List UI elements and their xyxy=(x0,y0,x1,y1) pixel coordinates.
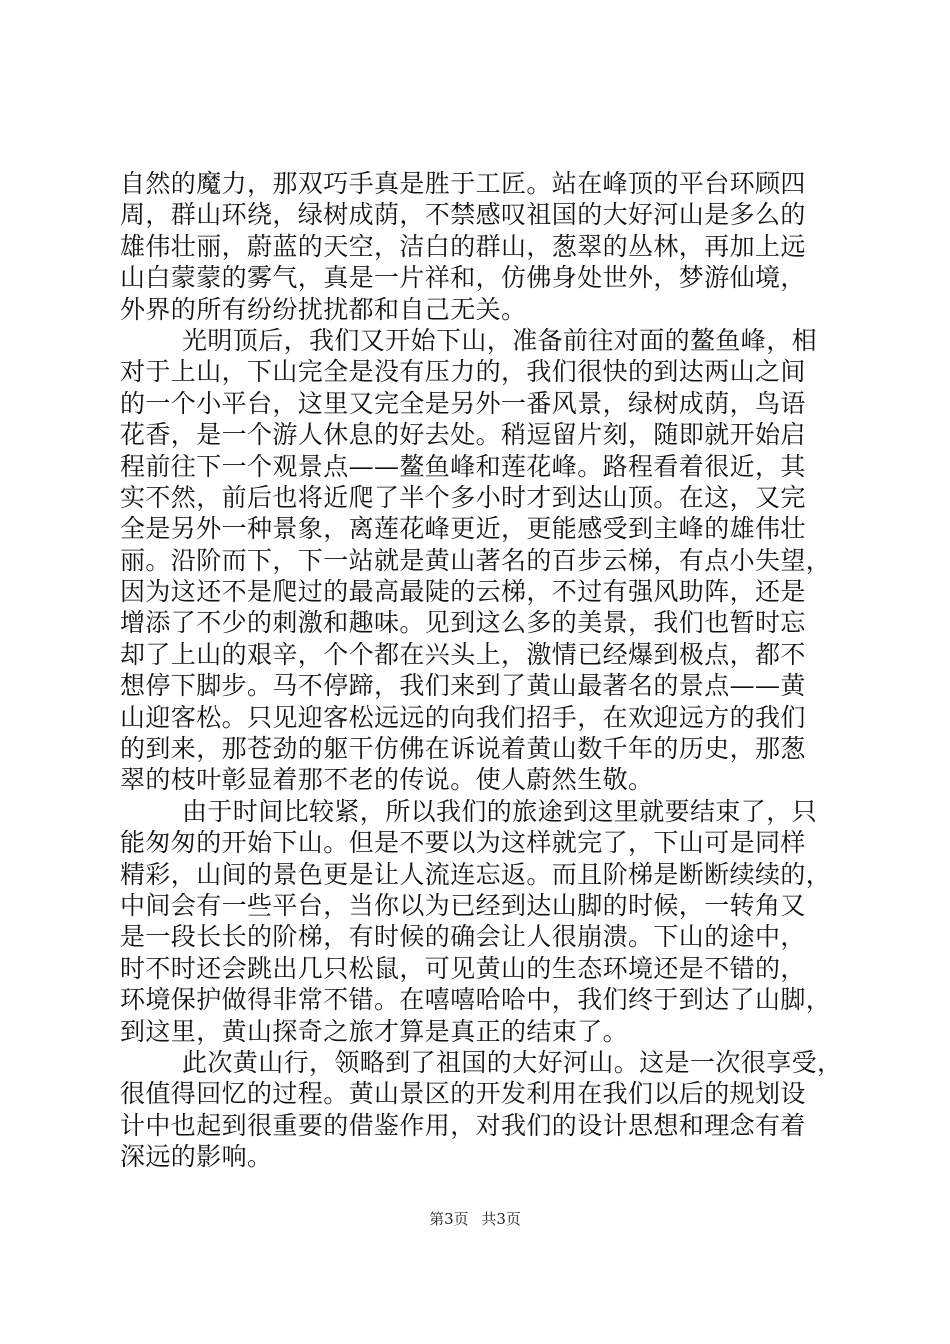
text-line: 的一个小平台，这里又完全是另外一番风景，绿树成荫，鸟语 xyxy=(120,388,806,418)
text-line: 外界的所有纷纷扰扰都和自己无关。 xyxy=(120,294,527,324)
page-footer xyxy=(0,1208,950,1229)
text-line: 程前往下一个观景点——鳌鱼峰和莲花峰。路程看着很近，其 xyxy=(120,451,806,481)
text-line: 却了上山的艰辛，个个都在兴头上，激情已经爆到极点，都不 xyxy=(120,639,806,669)
text-line: 光明顶后，我们又开始下山，准备前往对面的鳌鱼峰，相 xyxy=(182,325,818,355)
text-line: 山迎客松。只见迎客松远远的向我们招手，在欢迎远方的我们 xyxy=(120,702,806,732)
text-line: 丽。沿阶而下，下一站就是黄山著名的百步云梯，有点小失望， xyxy=(120,545,832,575)
text-line: 花香，是一个游人休息的好去处。稍逗留片刻，随即就开始启 xyxy=(120,420,806,450)
text-line: 由于时间比较紧，所以我们的旅途到这里就要结束了，只 xyxy=(182,796,818,826)
page-total: 共3页 xyxy=(481,1210,521,1228)
text-line: 自然的魔力，那双巧手真是胜于工匠。站在峰顶的平台环顾四 xyxy=(120,169,806,198)
paragraph xyxy=(120,1047,843,1173)
text-line: 精彩，山间的景色更是让人流连忘返。而且阶梯是断断续续的， xyxy=(120,859,832,889)
text-line: 翠的枝叶彰显着那不老的传说。使人蔚然生敬。 xyxy=(120,765,654,795)
text-line: 中间会有一些平台，当你以为已经到达山脚的时候，一转角又 xyxy=(120,890,806,920)
text-line: 增添了不少的刺激和趣味。见到这么多的美景，我们也暂时忘 xyxy=(120,608,806,638)
text-line: 实不然，前后也将近爬了半个多小时才到达山顶。在这，又完 xyxy=(120,482,806,512)
paragraph xyxy=(120,325,832,796)
text-line: 深远的影响。 xyxy=(120,1142,273,1172)
text-line: 山白蒙蒙的雾气，真是一片祥和，仿佛身处世外，梦游仙境， xyxy=(120,263,806,293)
paragraph xyxy=(120,796,832,1047)
text-line: 因为这还不是爬过的最高最陡的云梯，不过有强风助阵，还是 xyxy=(120,577,806,607)
text-line: 是一段长长的阶梯，有时候的确会让人很崩溃。下山的途中， xyxy=(120,922,806,952)
text-line: 能匆匆的开始下山。但是不要以为这样就完了，下山可是同样 xyxy=(120,828,806,858)
text-line: 时不时还会跳出几只松鼠，可见黄山的生态环境还是不错的， xyxy=(120,953,806,983)
text-line: 很值得回忆的过程。黄山景区的开发利用在我们以后的规划设 xyxy=(120,1079,806,1109)
paragraph xyxy=(120,168,832,325)
page-number: 第3页 xyxy=(429,1210,469,1228)
document-body xyxy=(120,168,843,1173)
text-line: 到这里，黄山探奇之旅才算是真正的结束了。 xyxy=(120,1016,629,1046)
text-line: 对于上山，下山完全是没有压力的，我们很快的到达两山之间 xyxy=(120,357,806,387)
text-line: 周，群山环绕，绿树成荫，不禁感叹祖国的大好河山是多么的 xyxy=(120,200,806,230)
text-line: 计中也起到很重要的借鉴作用，对我们的设计思想和理念有着 xyxy=(120,1110,806,1140)
text-line: 全是另外一种景象，离莲花峰更近，更能感受到主峰的雄伟壮 xyxy=(120,514,806,544)
text-line: 想停下脚步。马不停蹄，我们来到了黄山最著名的景点——黄 xyxy=(120,671,806,701)
text-line: 此次黄山行，领略到了祖国的大好河山。这是一次很享受， xyxy=(182,1047,843,1077)
text-line: 雄伟壮丽，蔚蓝的天空，洁白的群山，葱翠的丛林，再加上远 xyxy=(120,231,806,261)
text-line: 的到来，那苍劲的躯干仿佛在诉说着黄山数千年的历史，那葱 xyxy=(120,734,806,764)
text-line: 环境保护做得非常不错。在嘻嘻哈哈中，我们终于到达了山脚， xyxy=(120,985,832,1015)
